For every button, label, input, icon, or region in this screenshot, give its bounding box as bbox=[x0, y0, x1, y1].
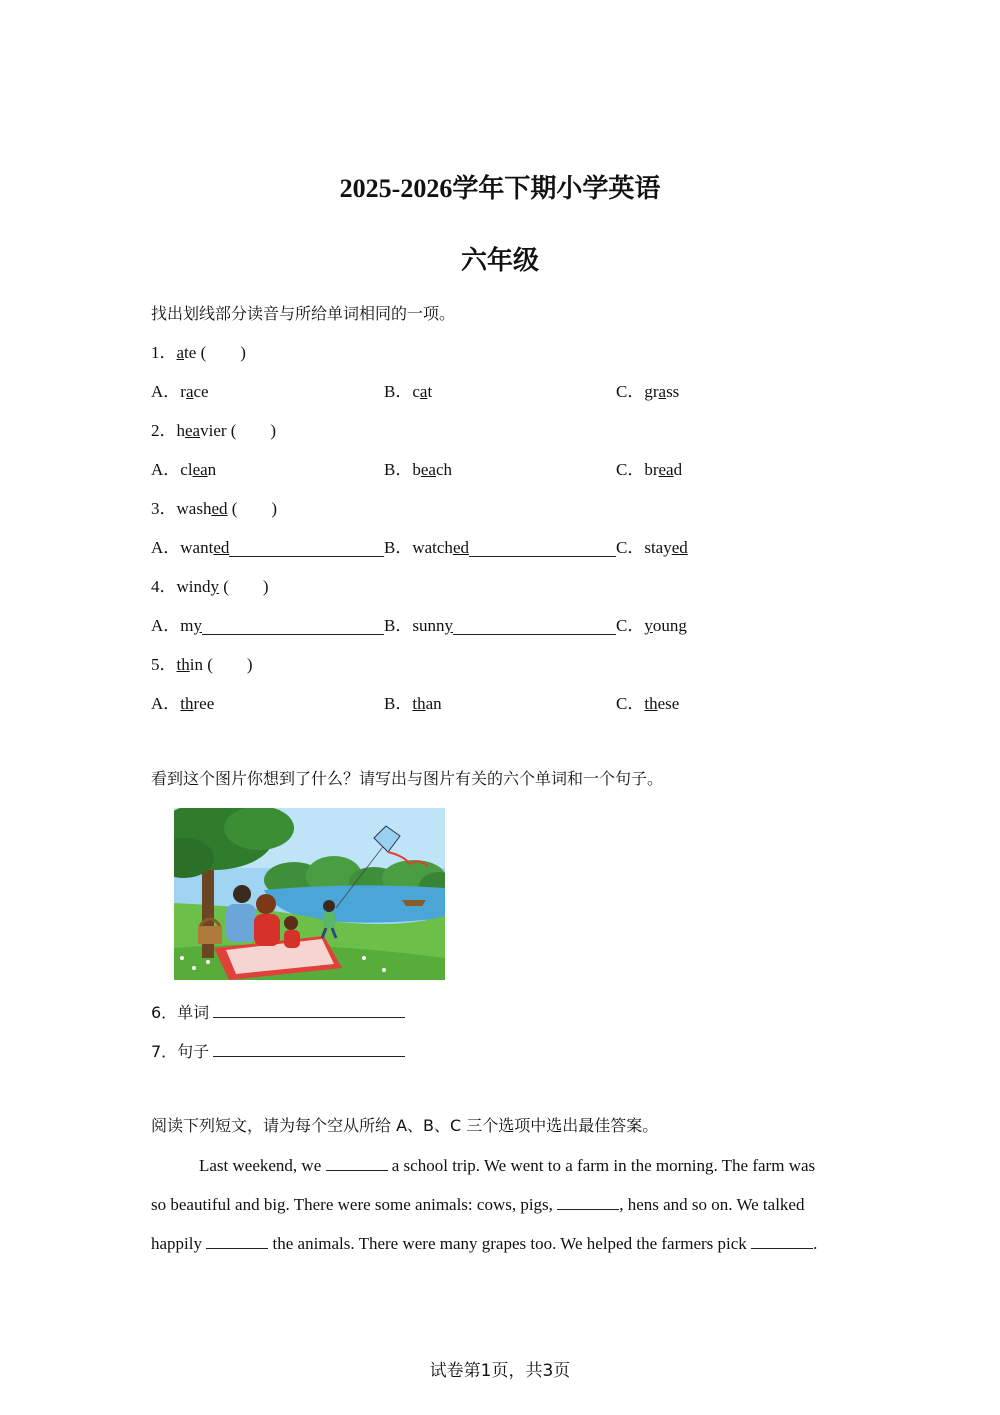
page-title: 2025-2026学年下期小学英语 bbox=[339, 174, 661, 203]
option-label: C． bbox=[616, 538, 645, 557]
option-a[interactable] bbox=[151, 615, 202, 637]
option-pre: c bbox=[412, 382, 420, 401]
option-b[interactable] bbox=[384, 615, 453, 637]
passage-blank-2[interactable] bbox=[557, 1193, 619, 1210]
option-label: C． bbox=[616, 460, 645, 479]
page-subtitle: 六年级 bbox=[460, 246, 539, 275]
word-underlined: ea bbox=[185, 421, 201, 440]
question-number: 3． bbox=[151, 499, 177, 518]
option-pre: cl bbox=[180, 460, 193, 479]
section1-instruction: 找出划线部分读音与所给单词相同的一项。 bbox=[151, 304, 456, 323]
option-c[interactable] bbox=[616, 615, 687, 637]
option-underline-filler bbox=[229, 556, 384, 557]
q6-label: 6．单词 bbox=[151, 1003, 210, 1022]
option-underlined: y bbox=[444, 616, 453, 635]
q7-answer-blank[interactable] bbox=[213, 1040, 405, 1057]
option-a[interactable] bbox=[151, 459, 216, 481]
option-post: t bbox=[427, 382, 433, 401]
word-pre: wind bbox=[176, 577, 211, 596]
word-post: ( ) bbox=[227, 499, 278, 518]
option-underlined: a bbox=[419, 382, 428, 401]
word-pre: h bbox=[176, 421, 185, 440]
option-a[interactable] bbox=[151, 537, 229, 559]
option-underlined: ea bbox=[658, 460, 674, 479]
option-post: an bbox=[425, 694, 442, 713]
question-number: 2． bbox=[151, 421, 177, 440]
option-underlined: ed bbox=[671, 538, 688, 557]
passage-text: happily bbox=[151, 1234, 202, 1253]
option-label: A． bbox=[151, 460, 181, 479]
option-pre: br bbox=[644, 460, 659, 479]
option-b[interactable] bbox=[384, 537, 469, 559]
option-underline-filler bbox=[202, 634, 384, 635]
question-number: 4． bbox=[151, 577, 177, 596]
word-post: vier ( ) bbox=[200, 421, 277, 440]
option-b[interactable] bbox=[384, 693, 442, 715]
option-c[interactable] bbox=[616, 537, 688, 559]
passage-line-1 bbox=[151, 1154, 899, 1177]
passage-blank-1[interactable] bbox=[326, 1154, 388, 1171]
passage-line-2 bbox=[151, 1193, 851, 1216]
word-post: te ( ) bbox=[184, 343, 246, 362]
option-underlined: ea bbox=[192, 460, 208, 479]
option-underlined: th bbox=[644, 694, 658, 713]
option-label: A． bbox=[151, 616, 181, 635]
passage-blank-3[interactable] bbox=[206, 1232, 268, 1249]
page-footer: 试卷第1页，共3页 bbox=[429, 1361, 571, 1381]
option-post: d bbox=[673, 460, 683, 479]
q6-answer-blank[interactable] bbox=[213, 1001, 405, 1018]
option-post: ss bbox=[666, 382, 680, 401]
option-underlined: ed bbox=[213, 538, 230, 557]
question-stem bbox=[151, 576, 269, 598]
word-underlined: ed bbox=[211, 499, 228, 518]
passage-text: so beautiful and big. There were some animals: cows, pigs, bbox=[151, 1195, 553, 1214]
word-underlined: y bbox=[210, 577, 219, 596]
question-number: 5． bbox=[151, 655, 177, 674]
word-underlined: a bbox=[176, 343, 185, 362]
option-label: A． bbox=[151, 694, 181, 713]
option-pre: gr bbox=[644, 382, 659, 401]
option-pre: r bbox=[180, 382, 186, 401]
option-label: C． bbox=[616, 616, 645, 635]
passage-text: the animals. There were many grapes too. We helped the farmers pick bbox=[272, 1234, 747, 1253]
option-underlined: y bbox=[193, 616, 203, 635]
word-post: ( ) bbox=[219, 577, 269, 596]
section2-instruction: 看到这个图片你想到了什么？请写出与图片有关的六个单词和一个句子。 bbox=[151, 769, 664, 788]
option-post: ce bbox=[193, 382, 209, 401]
question-number: 1． bbox=[151, 343, 177, 362]
option-label: B． bbox=[384, 616, 413, 635]
option-underlined: ea bbox=[420, 460, 436, 479]
option-underlined: a bbox=[185, 382, 194, 401]
option-c[interactable] bbox=[616, 459, 682, 481]
option-a[interactable] bbox=[151, 381, 209, 403]
option-label: B． bbox=[384, 538, 413, 557]
option-underlined: ed bbox=[452, 538, 469, 557]
passage-line-3 bbox=[151, 1232, 851, 1255]
option-underlined: th bbox=[412, 694, 426, 713]
option-underline-filler bbox=[453, 634, 616, 635]
option-b[interactable] bbox=[384, 381, 432, 403]
passage-text: Last weekend, we bbox=[199, 1156, 322, 1175]
passage-blank-4[interactable] bbox=[751, 1232, 813, 1249]
option-post: ch bbox=[435, 460, 452, 479]
option-post: n bbox=[207, 460, 217, 479]
option-label: B． bbox=[384, 382, 413, 401]
option-label: A． bbox=[151, 538, 181, 557]
option-pre: sunn bbox=[412, 616, 445, 635]
option-label: C． bbox=[616, 694, 645, 713]
option-label: C． bbox=[616, 382, 645, 401]
q7-label: 7．句子 bbox=[151, 1042, 210, 1061]
question-stem bbox=[151, 654, 253, 676]
q6-line bbox=[151, 1001, 405, 1024]
passage-text: . bbox=[813, 1234, 818, 1253]
word-underlined: th bbox=[176, 655, 190, 674]
option-post: oung bbox=[652, 616, 687, 635]
option-post: ese bbox=[657, 694, 680, 713]
q7-line bbox=[151, 1040, 405, 1063]
option-b[interactable] bbox=[384, 459, 452, 481]
word-post: in ( ) bbox=[189, 655, 253, 674]
question-stem bbox=[151, 498, 277, 520]
option-underlined: th bbox=[180, 694, 194, 713]
option-underlined: y bbox=[644, 616, 653, 635]
option-pre: m bbox=[180, 616, 194, 635]
option-pre: stay bbox=[644, 538, 672, 557]
option-label: B． bbox=[384, 460, 413, 479]
option-pre: want bbox=[180, 538, 214, 557]
word-pre: wash bbox=[176, 499, 212, 518]
question-stem bbox=[151, 342, 246, 364]
option-c[interactable] bbox=[616, 693, 679, 715]
option-pre: watch bbox=[412, 538, 453, 557]
option-post: ree bbox=[193, 694, 215, 713]
section3-instruction: 阅读下列短文，请为每个空从所给 A、B、C 三个选项中选出最佳答案。 bbox=[151, 1116, 659, 1135]
picnic-image bbox=[174, 808, 445, 980]
option-underlined: a bbox=[658, 382, 667, 401]
option-pre: b bbox=[412, 460, 421, 479]
passage-text: , hens and so on. We talked bbox=[619, 1195, 805, 1214]
option-c[interactable] bbox=[616, 381, 679, 403]
option-a[interactable] bbox=[151, 693, 214, 715]
option-underline-filler bbox=[469, 556, 616, 557]
option-label: B． bbox=[384, 694, 413, 713]
question-stem bbox=[151, 420, 276, 442]
passage-text: a school trip. We went to a farm in the morning. The farm was bbox=[391, 1156, 816, 1175]
option-label: A． bbox=[151, 382, 181, 401]
